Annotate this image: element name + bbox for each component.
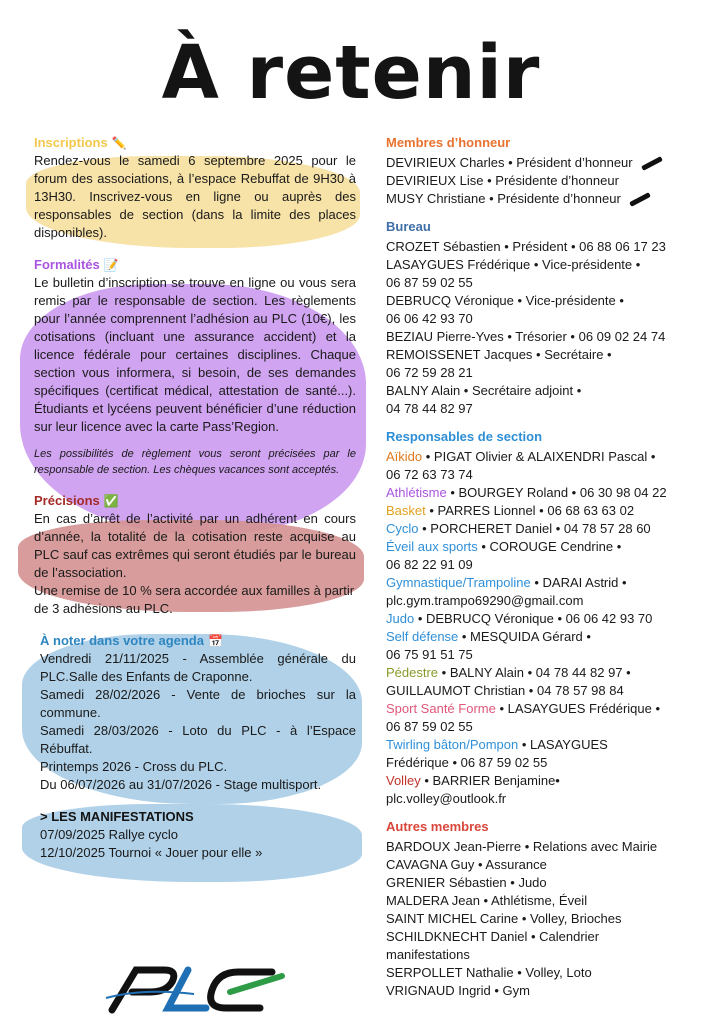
left-column: [34, 134, 356, 876]
deceased-mark-icon: [641, 156, 663, 171]
inscriptions-block: [34, 134, 356, 242]
section-name: Judo: [386, 611, 415, 626]
pencil-icon: ✏️: [111, 136, 127, 150]
section-contact: • PARRES Lionnel • 06 68 63 63 02: [425, 503, 635, 518]
section-contact: • PORCHERET Daniel • 04 78 57 28 60: [418, 521, 651, 536]
deceased-mark-icon: [629, 192, 651, 207]
precisions-block: [34, 492, 356, 618]
section-contact: plc.gym.trampo69290@gmail.com: [386, 593, 584, 608]
autre-membre-line: VRIGNAUD Ingrid • Gym: [386, 983, 530, 998]
check-icon: ✅: [103, 494, 119, 508]
section-line: [386, 664, 696, 682]
agenda-item: Printemps 2026 - Cross du PLC.: [40, 759, 228, 774]
responsables-heading: Responsables de section: [386, 429, 543, 444]
section-line: [386, 628, 696, 646]
agenda-heading: [40, 632, 356, 650]
precisions-text: En cas d’arrêt de l’activité par un adhérent en cours d’année, la totalité de la cotisation reste acquise au PLC sauf cas extrêmes qui seront étudiés par le bureau de l’association.: [34, 511, 356, 580]
section-line: [386, 466, 696, 484]
agenda-block: [34, 632, 356, 794]
section-name: Éveil aux sports: [386, 539, 478, 554]
autres-group: [386, 818, 696, 1000]
section-contact: • BARRIER Benjamine•: [420, 773, 560, 788]
section-name: Athlétisme: [386, 485, 447, 500]
section-contact: • LASAYGUES: [518, 737, 608, 752]
page-title: À retenir: [161, 30, 541, 116]
section-contact: • DARAI Astrid •: [530, 575, 627, 590]
membre-honneur-text: MUSY Christiane • Présidente d’honneur: [386, 191, 621, 206]
section-line: [386, 574, 696, 592]
section-name: Basket: [386, 503, 426, 518]
membres-honneur-heading: Membres d’honneur: [386, 135, 511, 150]
responsables-list: [386, 448, 696, 808]
section-contact: 06 87 59 02 55: [386, 719, 473, 734]
bureau-line: 06 87 59 02 55: [386, 275, 473, 290]
memo-icon: 📝: [103, 258, 119, 272]
precisions-title: Précisions: [34, 493, 100, 508]
autre-membre-line: manifestations: [386, 947, 470, 962]
section-name: Aïkido: [386, 449, 423, 464]
autre-membre-line: SAINT MICHEL Carine • Volley, Brioches: [386, 911, 622, 926]
section-contact: • LASAYGUES Frédérique •: [495, 701, 661, 716]
section-name: Twirling bâton/Pompon: [386, 737, 519, 752]
section-name: Pédestre: [386, 665, 439, 680]
section-contact: • PIGAT Olivier & ALAIXENDRI Pascal •: [422, 449, 656, 464]
section-contact: plc.volley@outlook.fr: [386, 791, 507, 806]
manifestations-block: [34, 808, 356, 862]
section-line: [386, 700, 696, 718]
formalites-text: Le bulletin d’inscription se trouve en ligne ou vous sera remis par le responsable de section. Les règlements pour l’année comprennent l’adhésion au PLC (10€), les cotisations (incluant une assurance accident) et la licence fédérale pour certaines disciplines. Chaque section vous informera, si besoin, de ses demandes spécifiques (certificat médical, attestation de santé...). Étudiants et lycéens peuvent bénéficier d’une réduction sur leur licence avec la carte Pass’Region.: [34, 275, 356, 434]
autre-membre-line: MALDERA Jean • Athlétisme, Éveil: [386, 893, 588, 908]
section-line: [386, 448, 696, 466]
section-name: Cyclo: [386, 521, 419, 536]
section-line: [386, 754, 696, 772]
manifestations-heading: > LES MANIFESTATIONS: [40, 809, 194, 824]
section-line: [386, 592, 696, 610]
section-line: [386, 772, 696, 790]
section-line: [386, 520, 696, 538]
precisions-remise: Une remise de 10 % sera accordée aux familles à partir de 3 adhésions au PLC.: [34, 583, 355, 616]
section-contact: GUILLAUMOT Christian • 04 78 57 98 84: [386, 683, 624, 698]
manifestation-item: 12/10/2025 Tournoi « Jouer pour elle »: [40, 845, 263, 860]
membre-honneur-item: [386, 190, 696, 208]
autre-membre-line: CAVAGNA Guy • Assurance: [386, 857, 547, 872]
formalites-block: [34, 256, 356, 478]
agenda-title: À noter dans votre agenda: [40, 633, 204, 648]
bureau-line: LASAYGUES Frédérique • Vice-présidente •: [386, 257, 641, 272]
section-line: [386, 610, 696, 628]
calendar-icon: 📅: [207, 634, 223, 648]
autre-membre-line: SERPOLLET Nathalie • Volley, Loto: [386, 965, 592, 980]
section-contact: • BOURGEY Roland • 06 30 98 04 22: [446, 485, 667, 500]
section-line: [386, 736, 696, 754]
formalites-heading: [34, 256, 356, 274]
section-contact: Frédérique • 06 87 59 02 55: [386, 755, 548, 770]
bureau-group: [386, 218, 696, 418]
section-line: [386, 682, 696, 700]
autres-heading: Autres membres: [386, 819, 489, 834]
autre-membre-line: GRENIER Sébastien • Judo: [386, 875, 547, 890]
membre-honneur-item: [386, 154, 696, 172]
precisions-heading: [34, 492, 356, 510]
section-line: [386, 538, 696, 556]
inscriptions-heading: [34, 134, 356, 152]
section-line: [386, 484, 696, 502]
section-contact: 06 75 91 51 75: [386, 647, 473, 662]
membre-honneur-item: DEVIRIEUX Lise • Présidente d’honneur: [386, 173, 619, 188]
section-name: Gymnastique/Trampoline: [386, 575, 531, 590]
section-contact: • DEBRUCQ Véronique • 06 06 42 93 70: [414, 611, 653, 626]
plc-logo: [102, 958, 292, 1018]
section-line: [386, 646, 696, 664]
inscriptions-text: Rendez-vous le samedi 6 septembre 2025 pour le forum des associations, à l’espace Rebuffat de 9H30 à 13H30. Inscrivez-vous en ligne ou auprès des responsables de section (dans la limite des places disponibles).: [34, 153, 356, 240]
responsables-group: [386, 428, 696, 808]
inscriptions-title: Inscriptions: [34, 135, 108, 150]
autre-membre-line: SCHILDKNECHT Daniel • Calendrier: [386, 929, 600, 944]
section-contact: 06 72 63 73 74: [386, 467, 473, 482]
formalites-note: Les possibilités de règlement vous seront précisées par le responsable de section. Les chèques vacances sont acceptés.: [34, 448, 356, 476]
bureau-line: DEBRUCQ Véronique • Vice-présidente •: [386, 293, 624, 308]
bureau-line: 04 78 44 82 97: [386, 401, 473, 416]
section-name: Volley: [386, 773, 421, 788]
section-name: Self défense: [386, 629, 459, 644]
membre-honneur-text: DEVIRIEUX Charles • Président d’honneur: [386, 155, 633, 170]
section-contact: • BALNY Alain • 04 78 44 82 97 •: [438, 665, 631, 680]
section-contact: 06 82 22 91 09: [386, 557, 473, 572]
membres-honneur-group: [386, 134, 696, 208]
section-contact: • COROUGE Cendrine •: [477, 539, 622, 554]
formalites-title: Formalités: [34, 257, 100, 272]
section-contact: • MESQUIDA Gérard •: [458, 629, 591, 644]
bureau-line: 06 72 59 28 21: [386, 365, 473, 380]
section-line: [386, 718, 696, 736]
agenda-item: Vendredi 21/11/2025 - Assemblée générale du PLC.Salle des Enfants de Craponne.: [40, 651, 356, 684]
bureau-heading: Bureau: [386, 219, 431, 234]
manifestation-item: 07/09/2025 Rallye cyclo: [40, 827, 179, 842]
section-line: [386, 790, 696, 808]
bureau-line: CROZET Sébastien • Président • 06 88 06 17 23: [386, 239, 666, 254]
bureau-line: REMOISSENET Jacques • Secrétaire •: [386, 347, 612, 362]
bureau-line: 06 06 42 93 70: [386, 311, 473, 326]
agenda-item: Du 06/07/2026 au 31/07/2026 - Stage multisport.: [40, 777, 322, 792]
section-line: [386, 502, 696, 520]
agenda-item: Samedi 28/03/2026 - Loto du PLC - à l’Espace Rébuffat.: [40, 723, 356, 756]
bureau-line: BEZIAU Pierre-Yves • Trésorier • 06 09 02 24 74: [386, 329, 666, 344]
autre-membre-line: BARDOUX Jean-Pierre • Relations avec Mairie: [386, 839, 658, 854]
bureau-line: BALNY Alain • Secrétaire adjoint •: [386, 383, 582, 398]
right-column: [386, 134, 696, 1010]
section-name: Sport Santé Forme: [386, 701, 496, 716]
section-line: [386, 556, 696, 574]
agenda-item: Samedi 28/02/2026 - Vente de brioches sur la commune.: [40, 687, 356, 720]
